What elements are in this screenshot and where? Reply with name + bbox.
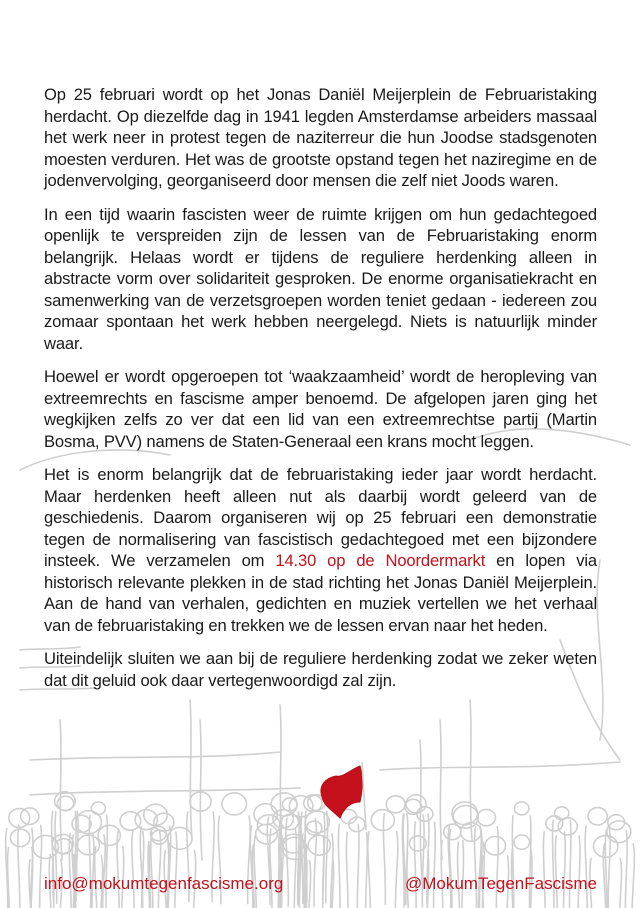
crowd-body [31, 829, 33, 908]
crowd-body [368, 832, 370, 908]
crowd-head [152, 830, 168, 844]
crowd-head [308, 795, 325, 811]
crowd-head [91, 802, 105, 815]
crowd-head [21, 808, 39, 824]
crowd-body [304, 836, 306, 908]
paragraph-intro: Op 25 februari wordt op het Jonas Daniël Meijerplein de Februaristaking herdacht. Op diezelfde dag in 1941 legden Amsterdamse arbeiders massaal het werk neer in protest tegen de naziterreur die hun Joodse stadsgenoten moesten verduren. Het was de grootste opstand tegen het naziregime en de jodenvervolging, georganiseerd door mensen die zelf niet Joods waren. [44, 85, 597, 190]
crowd-body [117, 831, 119, 908]
crowd-body [294, 829, 296, 908]
crowd-body [8, 848, 10, 908]
crowd-body [89, 815, 90, 908]
sketch-tree [420, 740, 422, 880]
crowd-head [144, 804, 167, 825]
crowd-body [555, 836, 557, 908]
sketch-stroke [597, 560, 603, 740]
crowd-head [305, 811, 329, 833]
crowd-head [150, 826, 166, 840]
crowd-body [299, 831, 301, 908]
paragraph-context: In een tijd waarin fascisten weer de ruimte krijgen om hun gedachtegoed openlijk te verspreiden zijn de lessen van de Februaristaking enorm belangrijk. Helaas wordt er tijdens de reguliere herdenking alleen in abstracte vorm over solidariteit gesproken. De enorme organisatiekracht en samenwerking van de verzetsgroepen worden teniet gedaan - iedereen zou zomaar spontaan het werk hebben neergelegd. Niets is natuurlijk minder waar. [44, 204, 597, 353]
sketch-tree [190, 700, 192, 840]
crowd-head [33, 835, 59, 858]
sketch-tree [470, 700, 472, 840]
crowd-head [55, 792, 75, 810]
crowd-body [449, 829, 452, 908]
flyer-body [44, 84, 597, 703]
sketch-stroke [30, 752, 280, 760]
crowd-body [18, 825, 20, 908]
meeting-time-location: 14.30 op de Noordermarkt [275, 551, 486, 570]
crowd-body [543, 832, 545, 908]
event-text-before: Het is enorm belangrijk dat de februaristaking ieder jaar wordt herdacht. Maar herdenken heeft alleen nut als daarbij wordt geleerd van de geschiedenis. Daarom organiseren wij op 25 februari een demonstratie tegen de normalisering van fascistisch gedachtegoed met een bijzondere insteek. We verzamelen om [44, 465, 597, 570]
crowd-body [632, 844, 635, 908]
crowd-body [552, 820, 554, 908]
crowd-body [496, 827, 498, 908]
crowd-body [605, 831, 607, 908]
crowd-head [304, 795, 322, 811]
crowd-body [603, 844, 606, 908]
crowd-head [594, 835, 618, 857]
crowd-body [302, 834, 305, 908]
crowd-body [254, 836, 256, 908]
crowd-head [555, 807, 569, 820]
crowd-body [158, 831, 160, 908]
crowd-head [588, 808, 607, 825]
crowd-head [386, 796, 405, 813]
crowd-body [106, 815, 107, 908]
crowd-head [485, 836, 506, 854]
crowd-head [55, 839, 72, 854]
crowd-head [72, 815, 91, 832]
paragraph-critique: Hoewel er wordt opgeroepen tot ‘waakzaamheid’ wordt de heropleving van extreemrechts en fascisme amper benoemd. De afgelopen jaren ging het wegkijken zelfs zo ver dat een lid van een extreemrechtse partij (Martin Bosma, PVV) namens de Staten-Generaal een krans mocht leggen. [44, 367, 597, 451]
crowd-head [477, 809, 495, 825]
paragraph-event [44, 464, 597, 636]
crowd-body [278, 826, 280, 908]
crowd-head [273, 810, 293, 828]
sketch-tree [440, 720, 442, 860]
crowd-head [417, 807, 433, 821]
sketch-tree [200, 720, 202, 860]
crowd-body [512, 816, 514, 908]
crowd-head [461, 823, 482, 842]
crowd-head [546, 816, 563, 831]
crowd-head [281, 814, 298, 829]
sketch-stroke [380, 762, 620, 770]
crowd-body [270, 829, 272, 908]
crowd-head [607, 821, 631, 843]
crowd-body [72, 835, 75, 908]
crowd-head [282, 798, 297, 811]
crowd-head [409, 836, 426, 851]
crowd-head [289, 796, 313, 817]
crowd-head [256, 824, 278, 844]
crowd-body [92, 833, 94, 908]
crowd-head [52, 834, 73, 853]
crowd-body [395, 832, 397, 908]
crowd-head [453, 806, 478, 829]
social-handle-link[interactable]: @MokumTegenFascisme [404, 874, 597, 893]
crowd-head [168, 827, 192, 849]
crowd-head [308, 835, 330, 855]
crowd-head [452, 802, 477, 825]
crowd-body [140, 827, 142, 908]
crowd-head [9, 809, 30, 828]
crowd-head [349, 817, 365, 832]
crowd-body [250, 826, 252, 908]
crowd-body [569, 820, 571, 908]
crowd-head [306, 821, 321, 835]
sketch-tree [60, 720, 62, 860]
crowd-body [103, 835, 106, 908]
crowd-body [529, 816, 531, 908]
sketch-tree [280, 705, 282, 845]
crowd-body [175, 832, 177, 908]
crowd-body [31, 848, 33, 908]
crowd-body [619, 859, 622, 908]
crowd-head [76, 811, 101, 834]
crowd-head [222, 793, 247, 815]
crowd-head [608, 815, 625, 830]
paragraph-closing: Uiteindelijk sluiten we aan bij de reguliere herdenking zodat we zeker weten dat dit geluid ook daar vertegenwoordigd zal zijn. [44, 649, 597, 690]
crowd-head [10, 829, 29, 846]
crowd-head [77, 835, 99, 855]
crowd-head [135, 810, 157, 830]
contact-footer [44, 874, 597, 894]
crowd-body [608, 826, 610, 908]
crowd-body [281, 836, 283, 908]
crowd-head [371, 810, 394, 831]
crowd-head [558, 818, 577, 835]
crowd-body [40, 825, 42, 908]
crowd-body [6, 829, 8, 908]
crowd-head [254, 804, 277, 825]
crowd-body [585, 826, 587, 908]
flag-pole [362, 762, 366, 830]
crowd-body [29, 860, 32, 908]
red-flag-icon [321, 766, 362, 818]
crowd-head [514, 802, 528, 815]
crowd-body [366, 832, 368, 908]
crowd-head [514, 835, 530, 849]
crowd-head [341, 809, 357, 823]
crowd-head [190, 792, 211, 811]
crowd-body [563, 832, 565, 908]
crowd-body [279, 831, 281, 908]
crowd-body [357, 824, 359, 908]
crowd-head [406, 795, 426, 813]
email-link[interactable]: info@mokumtegenfascisme.org [44, 874, 284, 893]
crowd-body [69, 833, 71, 908]
crowd-body [475, 827, 477, 908]
crowd-head [444, 824, 461, 839]
crowd-body [625, 831, 627, 908]
sketch-stroke [30, 788, 300, 795]
crowd-head [57, 796, 73, 811]
crowd-head [98, 825, 120, 845]
crowd-body [578, 836, 580, 908]
crowd-body [338, 824, 340, 908]
event-text-after: en lopen via historisch relevante plekken in de stad richting het Jonas Daniël Meijerplein. Aan de hand van verhalen, gedichten en muziek vertellen we het verhaal van de februaristaking en trekken we de lessen ervan naar het heden. [44, 551, 597, 635]
crowd-head [120, 812, 141, 831]
crowd-body [448, 826, 451, 908]
crowd-body [479, 826, 482, 908]
crowd-body [414, 822, 416, 908]
crowd-body [479, 829, 482, 908]
crowd-body [132, 831, 134, 908]
crowd-head [405, 799, 422, 814]
crowd-body [330, 834, 333, 908]
crowd-head [154, 813, 174, 831]
crowd-body [323, 836, 325, 908]
crowd-body [151, 832, 153, 908]
crowd-body [434, 822, 436, 908]
crowd-body [142, 831, 144, 908]
crowd-head [271, 793, 297, 816]
crowd-head [283, 834, 304, 853]
crowd-body [346, 832, 348, 908]
crowd-head [282, 837, 307, 859]
crowd-body [168, 827, 170, 908]
crowd-head [257, 815, 279, 835]
